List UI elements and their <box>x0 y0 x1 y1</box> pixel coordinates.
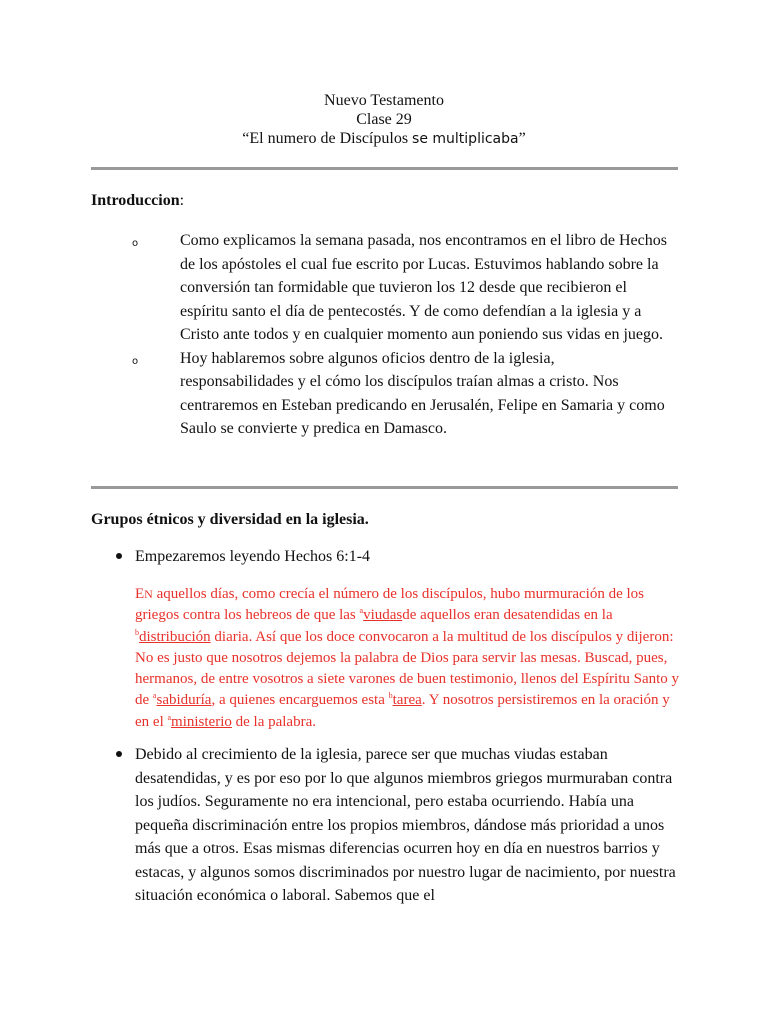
scripture-text: diaria. Así que los doce convocaron a la multitud de los discípulos y dijeron: No es justo que nosotros dejemos la palabra de Dios para servir las mesas. Buscad, pues, hermanos, de entre vosotros a siete varones de buen testimonio, llenos del Espíritu Santo y de <box>135 628 680 709</box>
footnote-marker: b <box>388 691 393 701</box>
scripture-text: , a quienes encarguemos esta <box>211 692 389 709</box>
title-block <box>0 91 768 149</box>
scripture-text: de aquellos eran desatendidas en la <box>402 607 613 624</box>
document-title: Nuevo Testamento <box>324 92 444 109</box>
hollow-bullet-icon: o <box>132 355 139 367</box>
intro-heading-colon: : <box>179 192 185 209</box>
footnote-marker: a <box>152 691 157 701</box>
scripture-link-viudas[interactable]: viudas <box>363 607 403 624</box>
scripture-text: de la palabra. <box>231 713 316 730</box>
drop-cap-n: N <box>144 587 153 601</box>
hollow-bullet-icon: o <box>132 238 139 249</box>
horizontal-rule <box>91 167 678 170</box>
quote-open: “El numero de Discípulos <box>242 130 413 147</box>
list-item-text: Hoy hablaremos sobre algunos oficios dentro de la iglesia, responsabilidades y el cómo los discípulos traían almas a cristo. Nos centraremos en Esteban predicando en Jerusalén, Felipe en Samaria y como Saulo se convierte y predica en Damasco. <box>180 349 665 437</box>
intro-heading-text: Introduccion <box>91 192 180 209</box>
quote-close: ” <box>518 130 526 147</box>
scripture-passage <box>135 584 680 733</box>
scripture-link-sabiduria[interactable]: sabiduría <box>156 692 212 709</box>
list-item <box>116 545 676 569</box>
bullet-dot-icon <box>116 751 122 757</box>
footnote-marker: b <box>135 627 139 637</box>
footnote-marker: a <box>167 712 172 722</box>
class-number: Clase 29 <box>356 111 412 128</box>
section-heading: Grupos étnicos y diversidad en la iglesia. <box>91 511 369 528</box>
list-item-text: Debido al crecimiento de la iglesia, parece ser que muchas viudas estaban desatendidas, y es por eso por lo que algunos miembros griegos murmuraban contra los judíos. Seguramente no era intencional, pero estaba ocurriendo. Había una pequeña discriminación entre los propios miembros, dándose más prioridad a unos más que a otros. Esas mismas diferencias ocurren hoy en día en nuestros barrios y estacas, y algunos somos discriminados por nuestro lugar de nacimiento, por nuestra situación económica o laboral. Sabemos que el <box>135 746 676 904</box>
horizontal-rule <box>91 486 678 489</box>
quote-sans: se multiplicaba <box>412 131 519 147</box>
list-item <box>132 347 672 441</box>
class-quote-title <box>0 129 768 149</box>
footnote-marker: a <box>359 606 364 616</box>
list-item <box>132 229 672 347</box>
scripture-link-tarea[interactable]: tarea <box>392 692 422 709</box>
intro-list <box>132 229 672 441</box>
scripture-text: . Y nosotros persistiremos en la oración y en el <box>135 692 670 730</box>
list-item-text: Como explicamos la semana pasada, nos encontramos en el libro de Hechos de los apóstoles el cual fue escrito por Lucas. Estuvimos hablando sobre la conversión tan formidable que tuvieron los 12 desde que recibieron el espíritu santo el día de pentecostés. Y de como defendían a la iglesia y a Cristo ante todos y en cualquier momento aun poniendo sus vidas en juego. <box>180 232 667 343</box>
bullet-dot-icon <box>116 553 122 559</box>
list-item-text: Empezaremos leyendo Hechos 6:1-4 <box>135 548 371 565</box>
scripture-link-ministerio[interactable]: ministerio <box>171 713 232 730</box>
drop-cap-e: E <box>135 586 145 602</box>
list-item <box>116 743 676 908</box>
intro-heading <box>91 192 184 210</box>
scripture-link-distribucion[interactable]: distribución <box>139 628 211 645</box>
scripture-text: aquellos días, como crecía el número de los discípulos, hubo murmuración de los griegos contra los hebreos de que las <box>135 586 644 624</box>
